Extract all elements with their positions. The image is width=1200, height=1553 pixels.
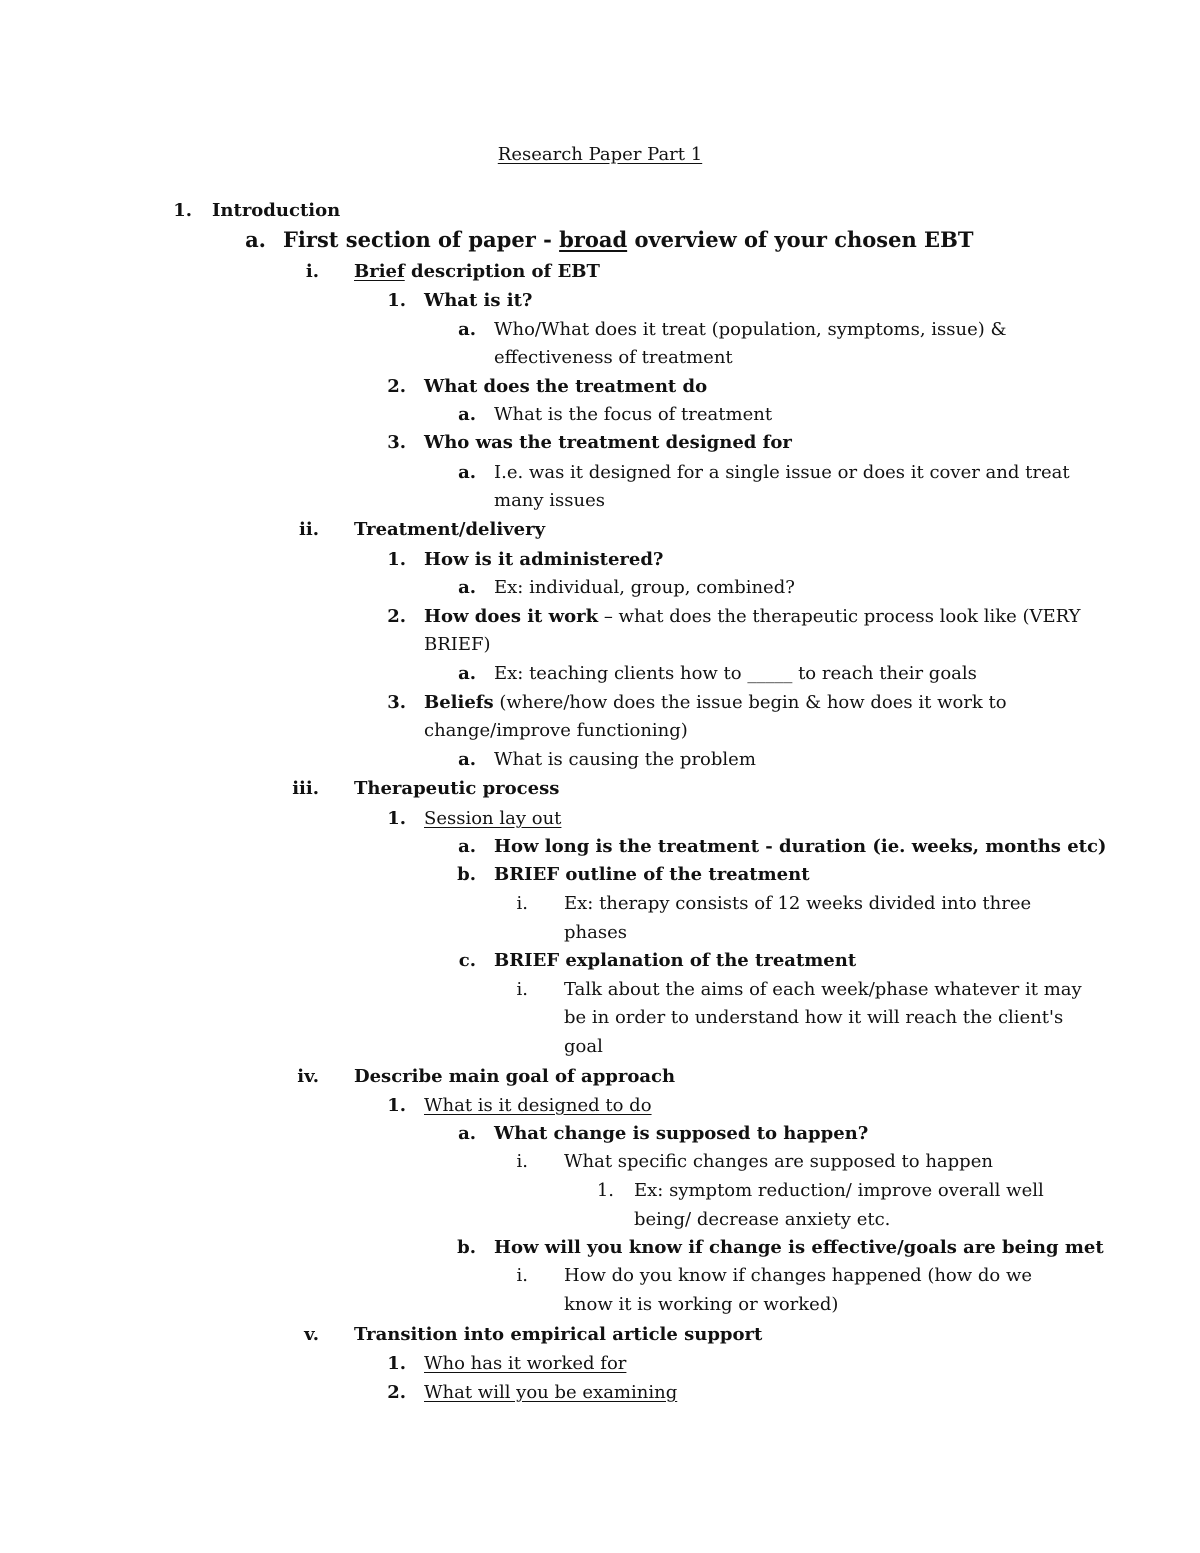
outline-item — [0, 1177, 1200, 1207]
outline-item-text — [424, 603, 1081, 632]
outline-item-text-run: Transition into empirical article support — [354, 1324, 763, 1345]
outline-item — [0, 516, 1200, 546]
outline-item-text — [354, 1321, 762, 1350]
outline-item — [0, 775, 1200, 805]
outline-item-marker: i. — [516, 893, 528, 914]
outline-item — [0, 833, 1200, 863]
outline-item — [0, 226, 1200, 256]
outline-item-marker: 1. — [387, 1353, 406, 1374]
outline-item-text-run: What is the focus of treatment — [494, 404, 773, 425]
outline-item — [0, 344, 1200, 374]
outline-item — [0, 197, 1200, 227]
outline-item-text — [564, 1148, 993, 1177]
outline-item-text — [494, 487, 605, 516]
outline-item-text-run: Introduction — [212, 200, 341, 221]
outline-item — [0, 1262, 1200, 1292]
outline-item-text — [424, 805, 561, 834]
outline-item — [0, 603, 1200, 633]
outline-item-text — [564, 1291, 838, 1320]
outline-item — [0, 287, 1200, 317]
outline-item-text — [634, 1177, 1044, 1206]
outline-item — [0, 919, 1200, 949]
outline-item-text — [494, 833, 1106, 862]
outline-item-text — [494, 1120, 868, 1149]
outline-item-marker: 2. — [387, 606, 406, 627]
outline-item-text — [564, 919, 627, 948]
outline-item-text-run: Ex: therapy consists of 12 weeks divided into three — [564, 893, 1032, 914]
outline-item-text-run: many issues — [494, 490, 605, 511]
outline-item-text — [494, 1234, 1104, 1263]
outline-item-marker: i. — [305, 261, 319, 282]
outline-item-text — [424, 1092, 652, 1121]
outline-item — [0, 947, 1200, 977]
outline-item-text — [494, 344, 733, 373]
outline-item-marker: 1. — [596, 1180, 614, 1201]
outline-item-text-run: How does it work — [424, 606, 599, 627]
outline-item-text-run: Ex: symptom reduction/ improve overall well — [634, 1180, 1044, 1201]
outline-item-text — [564, 976, 1082, 1005]
outline-item-text-run: description of EBT — [404, 261, 600, 282]
outline-item-marker: a. — [458, 319, 476, 340]
outline-item-marker: a. — [458, 1123, 476, 1144]
outline-item-marker: 1. — [387, 1095, 406, 1116]
outline-item-text — [424, 689, 1007, 718]
outline-item — [0, 1004, 1200, 1034]
outline-item-marker: b. — [457, 1237, 476, 1258]
outline-item-text — [354, 258, 600, 287]
outline-item-text-run: Talk about the aims of each week/phase whatever it may — [564, 979, 1082, 1000]
outline-item-marker: 1. — [173, 200, 192, 221]
outline-item-marker: c. — [458, 950, 476, 971]
outline-item-text — [564, 890, 1031, 919]
outline-item-text-run: BRIEF) — [424, 634, 491, 655]
outline-item-marker: 1. — [387, 549, 406, 570]
outline-item-marker: v. — [304, 1324, 319, 1345]
outline-item-text — [494, 947, 856, 976]
outline-item-text-run: – what does the therapeutic process look like (VERY — [598, 606, 1081, 627]
outline-item-text-run: How is it administered? — [424, 549, 664, 570]
outline-item-text-run: I.e. was it designed for a single issue or does it cover and treat — [494, 462, 1070, 483]
outline-item — [0, 861, 1200, 891]
outline-item-text — [494, 861, 810, 890]
outline-item — [0, 1120, 1200, 1150]
outline-item-marker: 2. — [387, 1382, 406, 1403]
outline-item-text-run: know it is working or worked) — [564, 1294, 839, 1315]
outline-item-marker: i. — [516, 1265, 528, 1286]
outline-item-text — [494, 660, 977, 689]
outline-item-text-run: being/ decrease anxiety etc. — [634, 1209, 891, 1230]
outline-item — [0, 1350, 1200, 1380]
outline-item-text-run: (where/how does the issue begin & how does it work to — [493, 692, 1007, 713]
outline-item-text-run: Who has it worked for — [424, 1353, 627, 1374]
outline-item-text-run: How long is the treatment - duration (ie. weeks, months etc) — [494, 836, 1107, 857]
outline-item-marker: i. — [516, 979, 528, 1000]
outline-item-text — [564, 1004, 1063, 1033]
outline-item-text — [354, 775, 559, 804]
outline-item-marker: b. — [457, 864, 476, 885]
outline-item — [0, 805, 1200, 835]
outline-item-marker: ii. — [299, 519, 319, 540]
outline-item — [0, 373, 1200, 403]
outline-item — [0, 1234, 1200, 1264]
outline-item-text — [424, 1350, 626, 1379]
outline-item-marker: a. — [245, 227, 266, 252]
outline-item-text — [424, 546, 663, 575]
outline-item-marker: 1. — [387, 290, 406, 311]
outline-item-text — [424, 287, 532, 316]
outline-item-text — [424, 717, 688, 746]
outline-item-marker: a. — [458, 836, 476, 857]
outline-item — [0, 316, 1200, 346]
outline-item-marker: a. — [458, 663, 476, 684]
outline-item-text-run: Who/What does it treat (population, symptoms, issue) & — [494, 319, 1007, 340]
outline-item-marker: iii. — [292, 778, 319, 799]
outline-item-text — [424, 373, 707, 402]
outline-item-text-run: broad — [559, 227, 628, 252]
outline-item-marker: 3. — [387, 692, 406, 713]
outline-item-marker: 3. — [387, 432, 406, 453]
outline-item-text-run: First section of paper - — [283, 227, 560, 252]
outline-item — [0, 1206, 1200, 1236]
outline-item — [0, 429, 1200, 459]
outline-item-text-run: What is it designed to do — [424, 1095, 652, 1116]
outline-item-text-run: How do you know if changes happened (how do we — [564, 1265, 1033, 1286]
outline-item-text — [494, 401, 772, 430]
outline-item-text — [283, 226, 973, 255]
outline-item-text — [424, 631, 491, 660]
outline-item-text-run: What specific changes are supposed to happen — [564, 1151, 993, 1172]
outline-item-text — [212, 197, 340, 226]
outline-item-text-run: What change is supposed to happen? — [494, 1123, 869, 1144]
outline-item-text — [634, 1206, 890, 1235]
outline-item-text-run: What is causing the problem — [494, 749, 756, 770]
outline-item-text-run: Treatment/delivery — [354, 519, 546, 540]
outline-item — [0, 1148, 1200, 1178]
outline-item-text-run: What will you be examining — [424, 1382, 678, 1403]
outline-item-marker: 1. — [387, 808, 406, 829]
outline-item-text-run: Ex: teaching clients how to _____ to reach their goals — [494, 663, 977, 684]
outline-item-marker: 2. — [387, 376, 406, 397]
outline-item-text — [354, 1063, 675, 1092]
outline-item — [0, 976, 1200, 1006]
outline-item-text-run: Brief — [354, 261, 405, 282]
outline-item-text-run: change/improve functioning) — [424, 720, 688, 741]
outline-item-text-run: be in order to understand how it will reach the client's — [564, 1007, 1064, 1028]
outline-item-marker: iv. — [297, 1066, 319, 1087]
outline-item-text — [494, 574, 795, 603]
outline-item-text-run: How will you know if change is effective/goals are being met — [494, 1237, 1104, 1258]
outline-item-text-run: Ex: individual, group, combined? — [494, 577, 795, 598]
outline-item — [0, 1033, 1200, 1063]
outline-item-marker: a. — [458, 577, 476, 598]
outline-item-text-run: goal — [564, 1036, 603, 1057]
outline-item-text-run: phases — [564, 922, 627, 943]
outline-item-text-run: effectiveness of treatment — [494, 347, 733, 368]
outline-item-text-run: What is it? — [424, 290, 533, 311]
outline-item-text-run: Session lay out — [424, 808, 562, 829]
outline-item — [0, 717, 1200, 747]
outline-item — [0, 1063, 1200, 1093]
outline-item — [0, 689, 1200, 719]
outline-item — [0, 546, 1200, 576]
outline-item — [0, 459, 1200, 489]
outline-item-text — [564, 1033, 603, 1062]
outline-item-text-run: Therapeutic process — [354, 778, 560, 799]
document-title: Research Paper Part 1 — [497, 144, 703, 165]
outline-item — [0, 574, 1200, 604]
outline-item-text-run: BRIEF explanation of the treatment — [494, 950, 857, 971]
outline-item — [0, 660, 1200, 690]
outline-item — [0, 1291, 1200, 1321]
outline-item-marker: a. — [458, 749, 476, 770]
outline-item — [0, 631, 1200, 661]
outline-item — [0, 746, 1200, 776]
outline-item — [0, 890, 1200, 920]
outline-item — [0, 1321, 1200, 1351]
outline-item — [0, 258, 1200, 288]
outline-item-text-run: What does the treatment do — [424, 376, 708, 397]
outline-item-text — [494, 746, 756, 775]
outline-item-marker: a. — [458, 462, 476, 483]
outline-item-text — [494, 316, 1007, 345]
outline-item — [0, 1379, 1200, 1409]
outline-item-text-run: Who was the treatment designed for — [424, 432, 792, 453]
outline-item — [0, 487, 1200, 517]
outline-item-text-run: BRIEF outline of the treatment — [494, 864, 810, 885]
outline-item-text-run: overview of your chosen EBT — [627, 227, 974, 252]
outline-item-text-run: Describe main goal of approach — [354, 1066, 676, 1087]
outline-item-text — [564, 1262, 1032, 1291]
outline-item-text — [424, 1379, 677, 1408]
outline-item-text-run: Beliefs — [424, 692, 494, 713]
outline-item-text — [424, 429, 792, 458]
outline-item-marker: i. — [516, 1151, 528, 1172]
outline-item-text — [494, 459, 1070, 488]
outline-item-text — [354, 516, 545, 545]
outline-item — [0, 1092, 1200, 1122]
outline-item — [0, 401, 1200, 431]
outline-item-marker: a. — [458, 404, 476, 425]
